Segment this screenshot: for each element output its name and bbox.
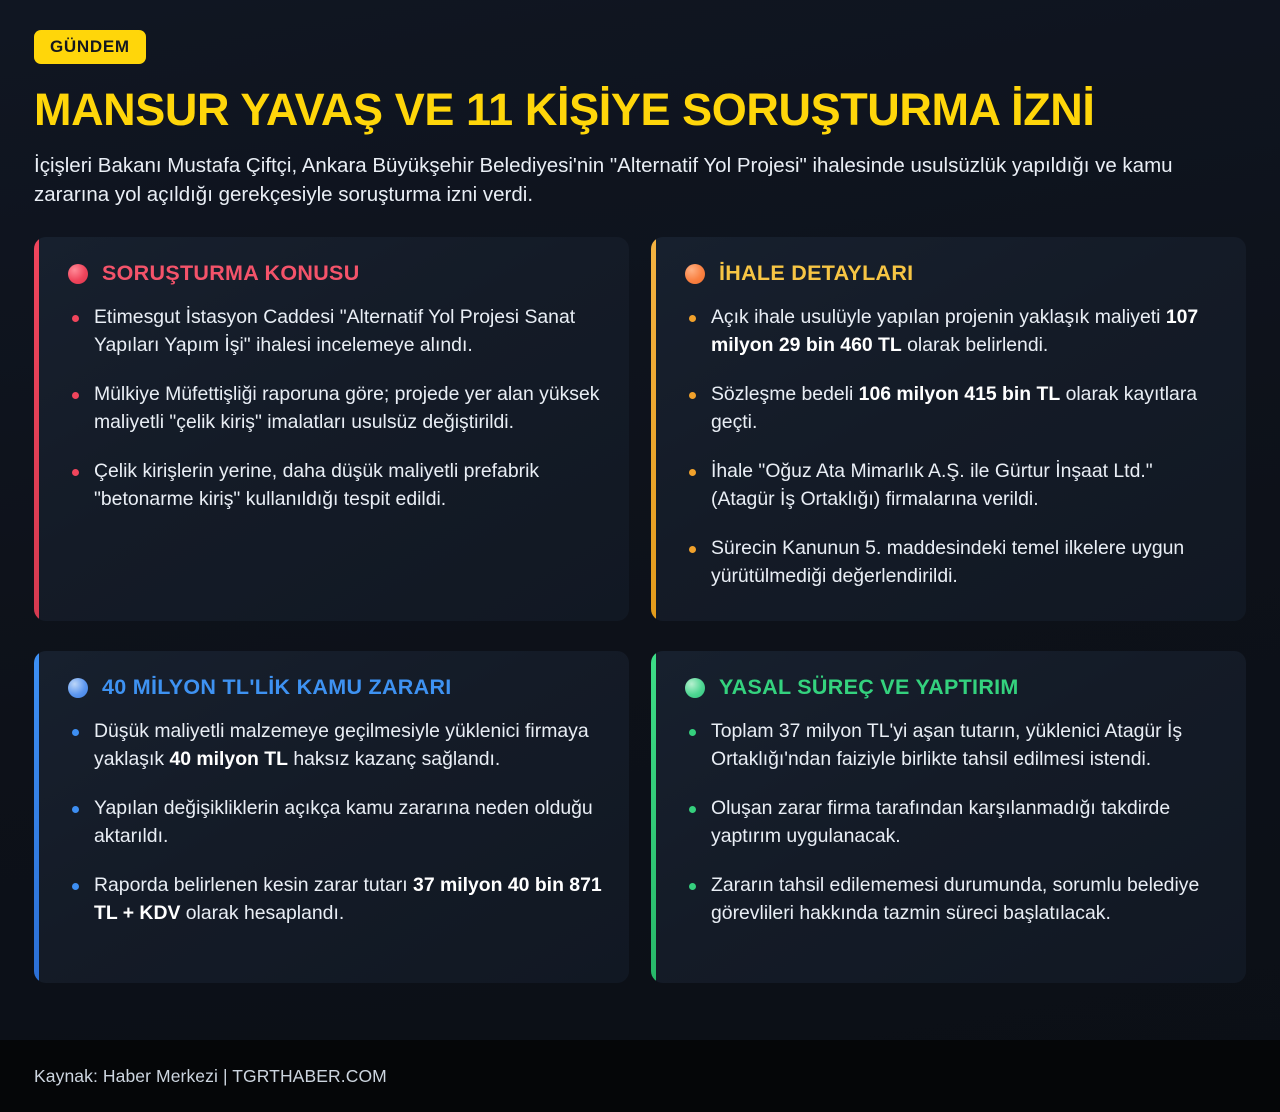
bullet-highlight: 40 milyon TL [169,748,288,771]
bullet-item [68,872,603,928]
page-subtitle: İçişleri Bakanı Mustafa Çiftçi, Ankara Büyükşehir Belediyesi'nin "Alternatif Yol Projesi" ihalesinde usulsüzlük yapıldığı ve kamu zararına yol açıldığı gerekçesiyle soruşturma izni verdi. [34,153,1173,206]
bullet-item [68,304,603,360]
source-credit: Kaynak: Haber Merkezi | TGRTHABER.COM [34,1065,387,1086]
card-kamu-zarari [34,651,629,983]
bullet-item [685,458,1220,514]
bullet-text: Zararın tahsil edilememesi durumunda, sorumlu belediye görevlileri hakkında tazmin süreci başlatılacak. [711,874,1200,925]
category-badge: GÜNDEM [34,30,146,64]
bullet-text: Sözleşme bedeli [711,383,859,406]
card-bullet-list [685,304,1220,591]
red-status-dot-icon [68,264,88,284]
bullet-text: Düşük maliyetli malzemeye geçilmesiyle yüklenici firmaya yaklaşık [94,720,589,771]
header [0,0,1280,209]
bullet-text: Açık ihale usulüyle yapılan projenin yaklaşık maliyeti [711,306,1166,329]
card-accent-bar [34,237,39,621]
card-accent-bar [651,237,656,621]
card-title: 40 MİLYON TL'LİK KAMU ZARARI [102,674,452,699]
card-accent-bar [34,651,39,983]
bullet-text: Çelik kirişlerin yerine, daha düşük maliyetli prefabrik "betonarme kiriş" kullanıldığı tespit edildi. [94,460,540,511]
bullet-text: Oluşan zarar firma tarafından karşılanmadığı takdirde yaptırım uygulanacak. [711,797,1171,848]
bullet-highlight: 37 milyon 40 bin 871 TL + KDV [94,874,602,925]
bullet-text: Toplam 37 milyon TL'yi aşan tutarın, yüklenici Atagür İş Ortaklığı'ndan faiziyle birlikte tahsil edilmesi istendi. [711,720,1183,771]
card-title: SORUŞTURMA KONUSU [102,260,360,285]
card-bullet-list [68,304,603,514]
bullet-item [685,381,1220,437]
bullet-item [685,718,1220,774]
bullet-text: olarak hesaplandı. [180,902,345,925]
bullet-item [68,458,603,514]
orange-status-dot-icon [685,264,705,284]
bullet-item [685,304,1220,360]
bullet-item [68,795,603,851]
bullet-text: haksız kazanç sağlandı. [287,748,501,771]
blue-status-dot-icon [68,678,88,698]
bullet-item [68,718,603,774]
bullet-highlight: 106 milyon 415 bin TL [858,383,1061,406]
card-header [68,674,603,699]
cards-grid [0,237,1280,983]
green-status-dot-icon [685,678,705,698]
card-ihale-detaylari [651,237,1246,621]
card-bullet-list [685,718,1220,928]
card-title: YASAL SÜREÇ VE YAPTIRIM [719,674,1019,699]
bullet-item [685,535,1220,591]
card-bullet-list [68,718,603,928]
footer [0,1040,1280,1112]
page-title: MANSUR YAVAŞ VE 11 KİŞİYE SORUŞTURMA İZNİ [34,84,1095,135]
bullet-text: olarak belirlendi. [901,334,1049,357]
bullet-text: Etimesgut İstasyon Caddesi "Alternatif Yol Projesi Sanat Yapıları Yapım İşi" ihalesi incelemeye alındı. [94,306,576,357]
bullet-item [685,872,1220,928]
bullet-text: olarak kayıtlara geçti. [711,383,1198,434]
bullet-text: Yapılan değişikliklerin açıkça kamu zararına neden olduğu aktarıldı. [94,797,593,848]
bullet-item [685,795,1220,851]
card-header [685,260,1220,285]
bullet-text: İhale "Oğuz Ata Mimarlık A.Ş. ile Gürtur İnşaat Ltd." (Atagür İş Ortaklığı) firmalarına verildi. [711,460,1153,511]
bullet-text: Raporda belirlenen kesin zarar tutarı [94,874,414,897]
bullet-text: Sürecin Kanunun 5. maddesindeki temel ilkelere uygun yürütülmediği değerlendirildi. [711,537,1185,587]
bullet-highlight: 107 milyon 29 bin 460 TL [711,306,1199,357]
card-header [68,260,603,285]
bullet-text: Mülkiye Müfettişliği raporuna göre; projede yer alan yüksek maliyetli "çelik kiriş" imalatları usulsüz değiştirildi. [94,383,600,434]
card-accent-bar [651,651,656,983]
card-yasal-surec [651,651,1246,983]
card-title: İHALE DETAYLARI [719,260,914,285]
card-header [685,674,1220,699]
card-sorusturma-konusu [34,237,629,621]
bullet-item [68,381,603,437]
